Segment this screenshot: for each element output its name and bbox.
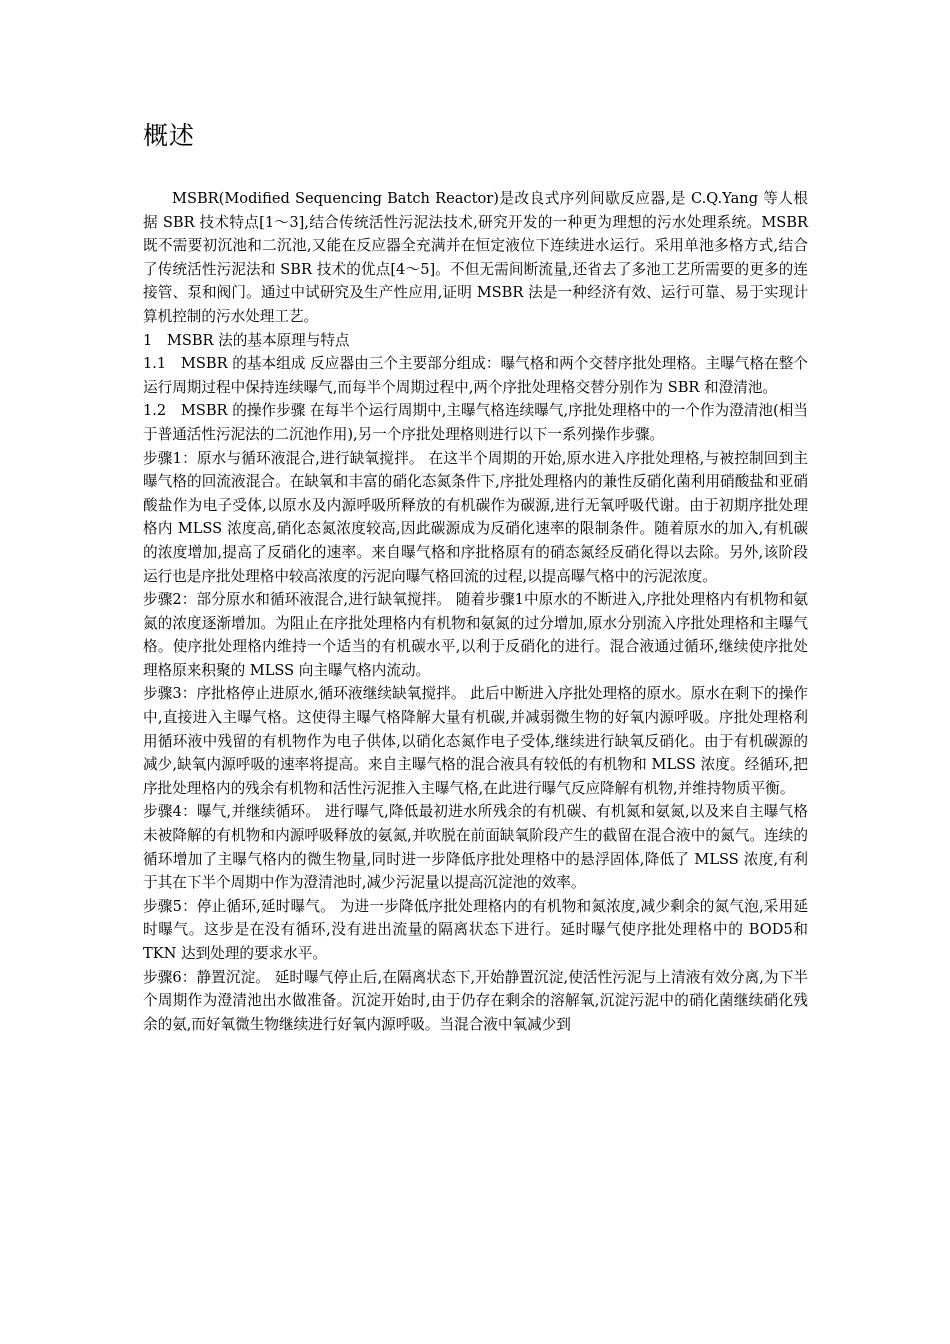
paragraph: 步骤4：曝气,并继续循环。 进行曝气,降低最初进水所残余的有机碳、有机氮和氨氮,以及来自主曝气格未被降解的有机物和内源呼吸释放的氨氮,并吹脱在前面缺氧阶段产生的截留在混合液中的氮气。连续的循环增加了主曝气格内的微生物量,同时进一步降低序批处理格中的悬浮固体,降低了 MLSS 浓度,有利于其在下半个周期中作为澄清池时,减少污泥量以提高沉淀池的效率。 — [143, 803, 808, 892]
paragraph: 步骤5：停止循环,延时曝气。 为进一步降低序批处理格内的有机物和氮浓度,减少剩余的氮气泡,采用延时曝气。这步是在没有循环,没有进出流量的隔离状态下进行。延时曝气使序批处理格中的 BOD5和 TKN 达到处理的要求水平。 — [143, 897, 808, 962]
paragraph: 1.2 MSBR 的操作步骤 在每半个运行周期中,主曝气格连续曝气,序批处理格中的一个作为澄清池(相当于普通活性污泥法的二沉池作用),另一个序批处理格则进行以下一系列操作步骤。 — [143, 402, 808, 443]
paragraph: 步骤2：部分原水和循环液混合,进行缺氧搅拌。 随着步骤1中原水的不断进入,序批处理格内有机物和氨氮的浓度逐渐增加。为阻止在序批处理格内有机物和氨氮的过分增加,原水分别流入序批处理格和主曝气格。使序批处理格内维持一个适当的有机碳水平,以利于反硝化的进行。混合液通过循环,继续使序批处理格原来积聚的 MLSS 向主曝气格内流动。 — [143, 591, 808, 679]
paragraph: 步骤6：静置沉淀。 延时曝气停止后,在隔离状态下,开始静置沉淀,使活性污泥与上清液有效分离,为下半个周期作为澄清池出水做准备。沉淀开始时,由于仍存在剩余的溶解氧,沉淀污泥中的硝化菌继续硝化残余的氨,而好氧微生物继续进行好氧内源呼吸。当混合液中氧减少到 — [143, 968, 808, 1033]
paragraph: 1 MSBR 法的基本原理与特点 — [143, 331, 350, 349]
document-title: 概述 — [143, 121, 196, 150]
paragraph: MSBR(Modified Sequencing Batch Reactor)是改良式序列间歇反应器,是 C.Q.Yang 等人根据 SBR 技术特点[1～3],结合传统活性污泥法技术,研究开发的一种更为理想的污水处理系统。MSBR 既不需要初沉池和二沉池,又能在反应器全充满并在恒定液位下连续进水运行。采用单池多格方式,结合了传统活性污泥法和 SBR 技术的优点[4～5]。不但无需间断流量,还省去了多池工艺所需要的更多的连接管、泵和阀门。通过中试研究及生产性应用,证明 MSBR 法是一种经济有效、运行可靠、易于实现计算机控制的污水处理工艺。 — [143, 190, 808, 325]
paragraph: 1.1 MSBR 的基本组成 反应器由三个主要部分组成：曝气格和两个交替序批处理格。主曝气格在整个运行周期过程中保持连续曝气,而每半个周期过程中,两个序批处理格交替分别作为 SBR 和澄清池。 — [143, 355, 808, 396]
document-body — [143, 187, 808, 1036]
paragraph: 步骤1：原水与循环液混合,进行缺氧搅拌。 在这半个周期的开始,原水进入序批处理格,与被控制回到主曝气格的回流液混合。在缺氧和丰富的硝化态氮条件下,序批处理格内的兼性反硝化菌利用硝酸盐和亚硝酸盐作为电子受体,以原水及内源呼吸所释放的有机碳作为碳源,进行无氧呼吸代谢。由于初期序批处理格内 MLSS 浓度高,硝化态氮浓度较高,因此碳源成为反硝化速率的限制条件。随着原水的加入,有机碳的浓度增加,提高了反硝化的速率。来自曝气格和序批格原有的硝态氮经反硝化得以去除。另外,该阶段运行也是序批处理格中较高浓度的污泥向曝气格回流的过程,以提高曝气格中的污泥浓度。 — [143, 449, 808, 585]
paragraph: 步骤3：序批格停止进原水,循环液继续缺氧搅拌。 此后中断进入序批处理格的原水。原水在剩下的操作中,直接进入主曝气格。这使得主曝气格降解大量有机碳,并减弱微生物的好氧内源呼吸。序批处理格利用循环液中残留的有机物作为电子供体,以硝化态氮作电子受体,继续进行缺氧反硝化。由于有机碳源的减少,缺氧内源呼吸的速率将提高。来自主曝气格的混合液具有较低的有机物和 MLSS 浓度。经循环,把序批处理格内的残余有机物和活性污泥推入主曝气格,在此进行曝气反应降解有机物,并维持物质平衡。 — [143, 685, 808, 797]
